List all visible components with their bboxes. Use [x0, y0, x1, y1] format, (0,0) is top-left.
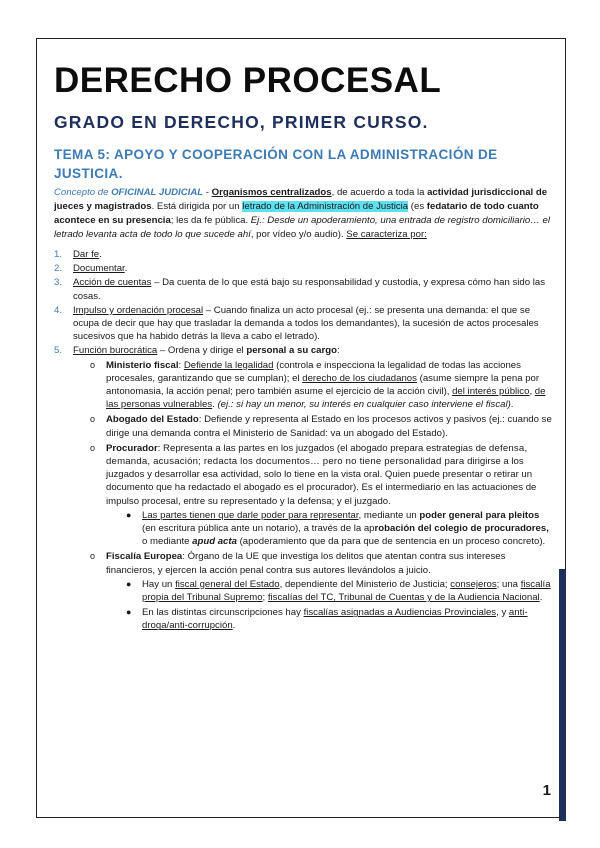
- intro-text: Concepto de: [54, 187, 112, 198]
- bullet-icon: ●: [126, 578, 132, 589]
- item-text: – Da cuenta de lo que está bajo su responsabilidad y custodia, y expresa cómo han sido las cosas.: [73, 277, 545, 302]
- list-item: [54, 304, 552, 344]
- list-item: [106, 509, 552, 549]
- item-text: fiscalías del TC, Tribunal de Cuentas y de la Audiencia Nacional: [267, 592, 540, 604]
- item-text: fiscalías asignadas a Audiencias Provinciales: [303, 607, 497, 619]
- item-text: – Ordena y dirige el: [157, 345, 247, 357]
- item-text: , y: [496, 607, 509, 619]
- page-content: [54, 61, 552, 635]
- intro-text: Ej.: Desde un apoderamiento, una entrada de registro domiciliario… el letrado levanta acta de todo lo que sucede ahí: [54, 215, 550, 240]
- item-term: Ministerio fiscal: [106, 359, 179, 371]
- item-text: defensa, demanda, acusación; redacta los documentos… pero no tiene personalidad para: [106, 442, 528, 468]
- item-text: ,: [529, 386, 535, 398]
- fiscalia-sublist: [106, 578, 552, 633]
- item-text: ; una: [496, 578, 521, 590]
- item-term: Acción de cuentas: [73, 277, 152, 289]
- item-text: (en escritura pública ante un notario), a través de la ap: [142, 523, 375, 535]
- intro-text: -: [203, 187, 212, 198]
- intro-text: ; les da fe pública.: [170, 215, 251, 226]
- item-term: Impulso y ordenación procesal: [73, 304, 204, 316]
- intro-text: Organismos centralizados: [211, 187, 332, 198]
- item-text: fiscal general del Estado: [175, 578, 280, 590]
- item-text: .: [124, 263, 128, 275]
- item-term: Dar fe: [73, 249, 100, 260]
- item-text: (controla e inspecciona la legalidad de todas las acciones procesales, garantizando que se cumplan); el: [106, 359, 521, 384]
- item-text: .: [510, 399, 514, 411]
- list-item: [54, 248, 552, 261]
- list-item: [54, 276, 552, 302]
- list-number: 3.: [54, 277, 63, 289]
- item-text: de las personas vulnerables: [106, 386, 546, 411]
- list-item: [54, 262, 552, 275]
- list-item-fiscalia-europea: [73, 550, 552, 632]
- item-text: .: [232, 620, 236, 632]
- document-subtitle: GRADO EN DERECHO, PRIMER CURSO.: [54, 112, 429, 132]
- item-text: (ej.: si hay un menor, su interés en cualquier caso interviene el fiscal): [217, 399, 511, 411]
- item-text: o mediante: [142, 536, 193, 548]
- intro-text: (es: [408, 201, 427, 212]
- item-text: : Representa a las partes en los juzgados (el abogado prepara estrategias de: [157, 442, 489, 454]
- procurador-sublist: [106, 509, 552, 549]
- item-text: derecho de los ciudadanos: [302, 372, 417, 384]
- intro-text: Se caracteriza por:: [346, 229, 427, 240]
- item-text: : Órgano de la UE que investiga los delitos que atentan contra sus intereses financieros, y ejercen la acción penal contra sus autores llevándolos a juicio.: [106, 551, 506, 576]
- bullet-icon: o: [90, 414, 96, 425]
- side-accent-bar: [559, 569, 566, 821]
- item-text: fiscalía propia del Tribunal Supremo: [142, 578, 551, 604]
- item-text: ;: [262, 592, 268, 604]
- item-text: :: [336, 345, 340, 357]
- list-item: [106, 606, 552, 632]
- item-text: , mediante un: [358, 509, 420, 521]
- intro-text: fedatario de todo cuanto acontece en su presencia: [54, 201, 539, 226]
- intro-text: , de acuerdo a toda la: [331, 187, 428, 198]
- item-term: Documentar: [73, 263, 125, 275]
- list-item-procurador: [73, 442, 552, 549]
- bullet-icon: o: [90, 551, 96, 562]
- item-text: – Cuando finaliza un acto procesal (ej.: se presenta una demanda: el que se ocupa de decir que hay que trasladar la demanda a todos los demandantes), la sucesión de actos procesales sucesivos que ha habido detrás la lleva a cabo el letrado).: [73, 304, 539, 343]
- item-text: robación del colegio de procuradores,: [374, 523, 549, 535]
- bullet-icon: o: [90, 359, 96, 370]
- item-text: Hay un: [142, 578, 176, 590]
- list-item: [106, 578, 552, 604]
- list-number: 2.: [54, 263, 63, 275]
- intro-text: OFICINAL JUDICIAL: [111, 187, 204, 198]
- item-text: personal a su cargo: [246, 345, 337, 357]
- highlighted-text: letrado de la Administración de Justicia: [242, 201, 409, 212]
- item-text: Las partes tienen que darle poder para representar: [142, 509, 359, 521]
- item-term: Función burocrática: [73, 345, 158, 357]
- document-page: [36, 38, 566, 818]
- bullet-icon: o: [90, 442, 96, 453]
- page-number: 1: [542, 782, 551, 799]
- list-item-abogado-estado: [73, 413, 552, 439]
- item-text: (asume siempre la pena por antonomasia, la acción penal; pero también asume el ejercicio de la acción civil),: [106, 372, 540, 398]
- item-text: En las distintas circunscripciones hay: [142, 607, 304, 619]
- item-text: dirigirse a los juzgados y desarrollar esa actividad, solo lo tiene en la vista oral. Quien puede presentar o retirar un documento que ha redactado el abogado es el procurador). Es el intermediario en las actuaciones de impulso procesal, entre su representado y la defensa; y el juzgado.: [106, 456, 537, 507]
- personnel-list: [73, 359, 552, 633]
- characteristics-list: [54, 248, 552, 633]
- bullet-icon: ●: [126, 607, 132, 618]
- list-item-ministerio-fiscal: [73, 359, 552, 412]
- item-text: consejeros: [450, 578, 497, 590]
- list-item: [54, 344, 552, 632]
- item-text: :: [178, 359, 184, 371]
- item-text: (apoderamiento que da para que de sentencia en un proceso concreto).: [236, 536, 546, 548]
- list-number: 1.: [54, 249, 63, 260]
- item-text: , dependiente del Ministerio de Justicia;: [279, 578, 451, 590]
- list-number: 4.: [54, 304, 63, 316]
- item-text: Defiende la legalidad: [183, 359, 274, 371]
- intro-text: , por vídeo y/o audio).: [250, 229, 347, 240]
- item-text: anti-droga/anti-corrupción: [142, 607, 528, 632]
- item-text: .: [212, 399, 218, 411]
- item-text: .: [539, 592, 543, 604]
- item-text: poder general para pleitos: [419, 509, 540, 521]
- item-text: : Defiende y representa al Estado en los procesos activos y pasivos (ej.: cuando se dirige una demanda contra el Ministerio de Sanidad: va un abogado del Estado).: [106, 414, 552, 439]
- item-term: Fiscalía Europea: [106, 551, 183, 563]
- item-text: del interés público: [452, 386, 530, 398]
- bullet-icon: ●: [126, 509, 132, 520]
- item-text: .: [99, 249, 102, 260]
- item-text: apud acta: [192, 536, 237, 548]
- intro-text: . Está dirigida por un: [151, 201, 243, 212]
- document-title: DERECHO PROCESAL: [54, 61, 442, 100]
- list-number: 5.: [54, 345, 63, 357]
- item-term: Procurador: [106, 442, 158, 454]
- intro-text: actividad jurisdiccional de jueces y magistrados: [54, 187, 548, 212]
- item-term: Abogado del Estado: [106, 414, 199, 426]
- section-heading: TEMA 5: APOYO Y COOPERACIÓN CON LA ADMINISTRACIÓN DE JUSTICIA.: [54, 147, 498, 181]
- intro-paragraph: [54, 186, 552, 242]
